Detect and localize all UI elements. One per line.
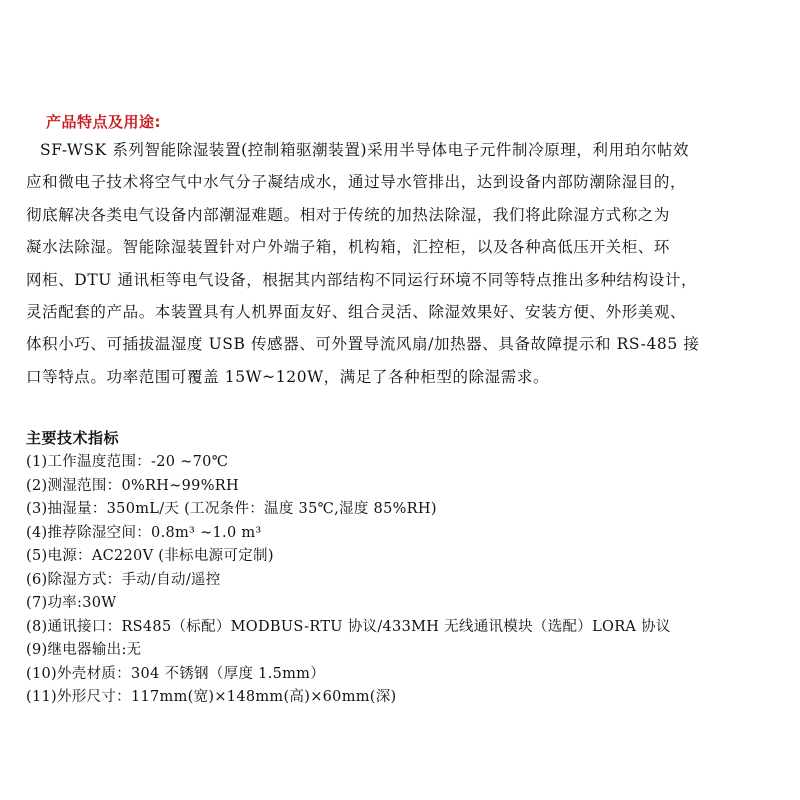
intro-line: 灵活配套的产品。本装置具有人机界面友好、组合灵活、除湿效果好、安装方便、外形美观、 <box>26 302 687 321</box>
spec-item: (8)通讯接口：RS485（标配）MODBUS-RTU 协议/433MH 无线通讯模块（选配）LORA 协议 <box>26 618 671 635</box>
spec-item: (3)抽湿量：350mL/天 (工况条件：温度 35℃,湿度 85%RH) <box>26 501 437 517</box>
intro-line: SF-WSK 系列智能除湿装置(控制箱驱潮装置)采用半导体电子元件制冷原理，利用珀尔帖效 <box>40 141 690 159</box>
section-heading-features: 产品特点及用途: <box>46 113 161 131</box>
section-heading-specs: 主要技术指标 <box>26 429 120 447</box>
spec-item: (5)电源：AC220V (非标电源可定制) <box>26 548 274 564</box>
intro-line: 口等特点。功率范围可覆盖 15W~120W，满足了各种柜型的除湿需求。 <box>26 367 550 386</box>
spec-item: (2)测湿范围：0%RH~99%RH <box>26 477 239 494</box>
intro-line: 凝水法除湿。智能除湿装置针对户外端子箱，机构箱，汇控柜，以及各种高低压开关柜、环 <box>26 238 671 257</box>
spec-item: (7)功率:30W <box>26 595 117 611</box>
spec-item: (10)外壳材质：304 不锈钢（厚度 1.5mm） <box>26 665 326 682</box>
intro-line: 应和微电子技术将空气中水气分子凝结成水，通过导水管排出，达到设备内部防潮除湿目的， <box>26 173 687 192</box>
spec-item: (9)继电器输出:无 <box>26 642 142 658</box>
spec-item: (1)工作温度范围：-20 ~70℃ <box>26 454 229 470</box>
intro-line: 体积小巧、可插拔温湿度 USB 传感器、可外置导流风扇/加热器、具备故障提示和 RS-485 接 <box>26 335 700 354</box>
intro-line: 彻底解决各类电气设备内部潮湿难题。相对于传统的加热法除湿，我们将此除湿方式称之为 <box>26 205 671 224</box>
intro-line: 网柜、DTU 通讯柜等电气设备，根据其内部结构不同运行环境不同等特点推出多种结构设计， <box>26 270 698 289</box>
spec-item: (4)推荐除湿空间：0.8m³ ~1.0 m³ <box>26 524 262 541</box>
intro-paragraph <box>26 134 786 393</box>
spec-list <box>26 451 786 710</box>
spec-item: (6)除湿方式：手动/自动/遥控 <box>26 571 221 588</box>
spec-item: (11)外形尺寸：117mm(宽)×148mm(高)×60mm(深) <box>26 689 397 705</box>
